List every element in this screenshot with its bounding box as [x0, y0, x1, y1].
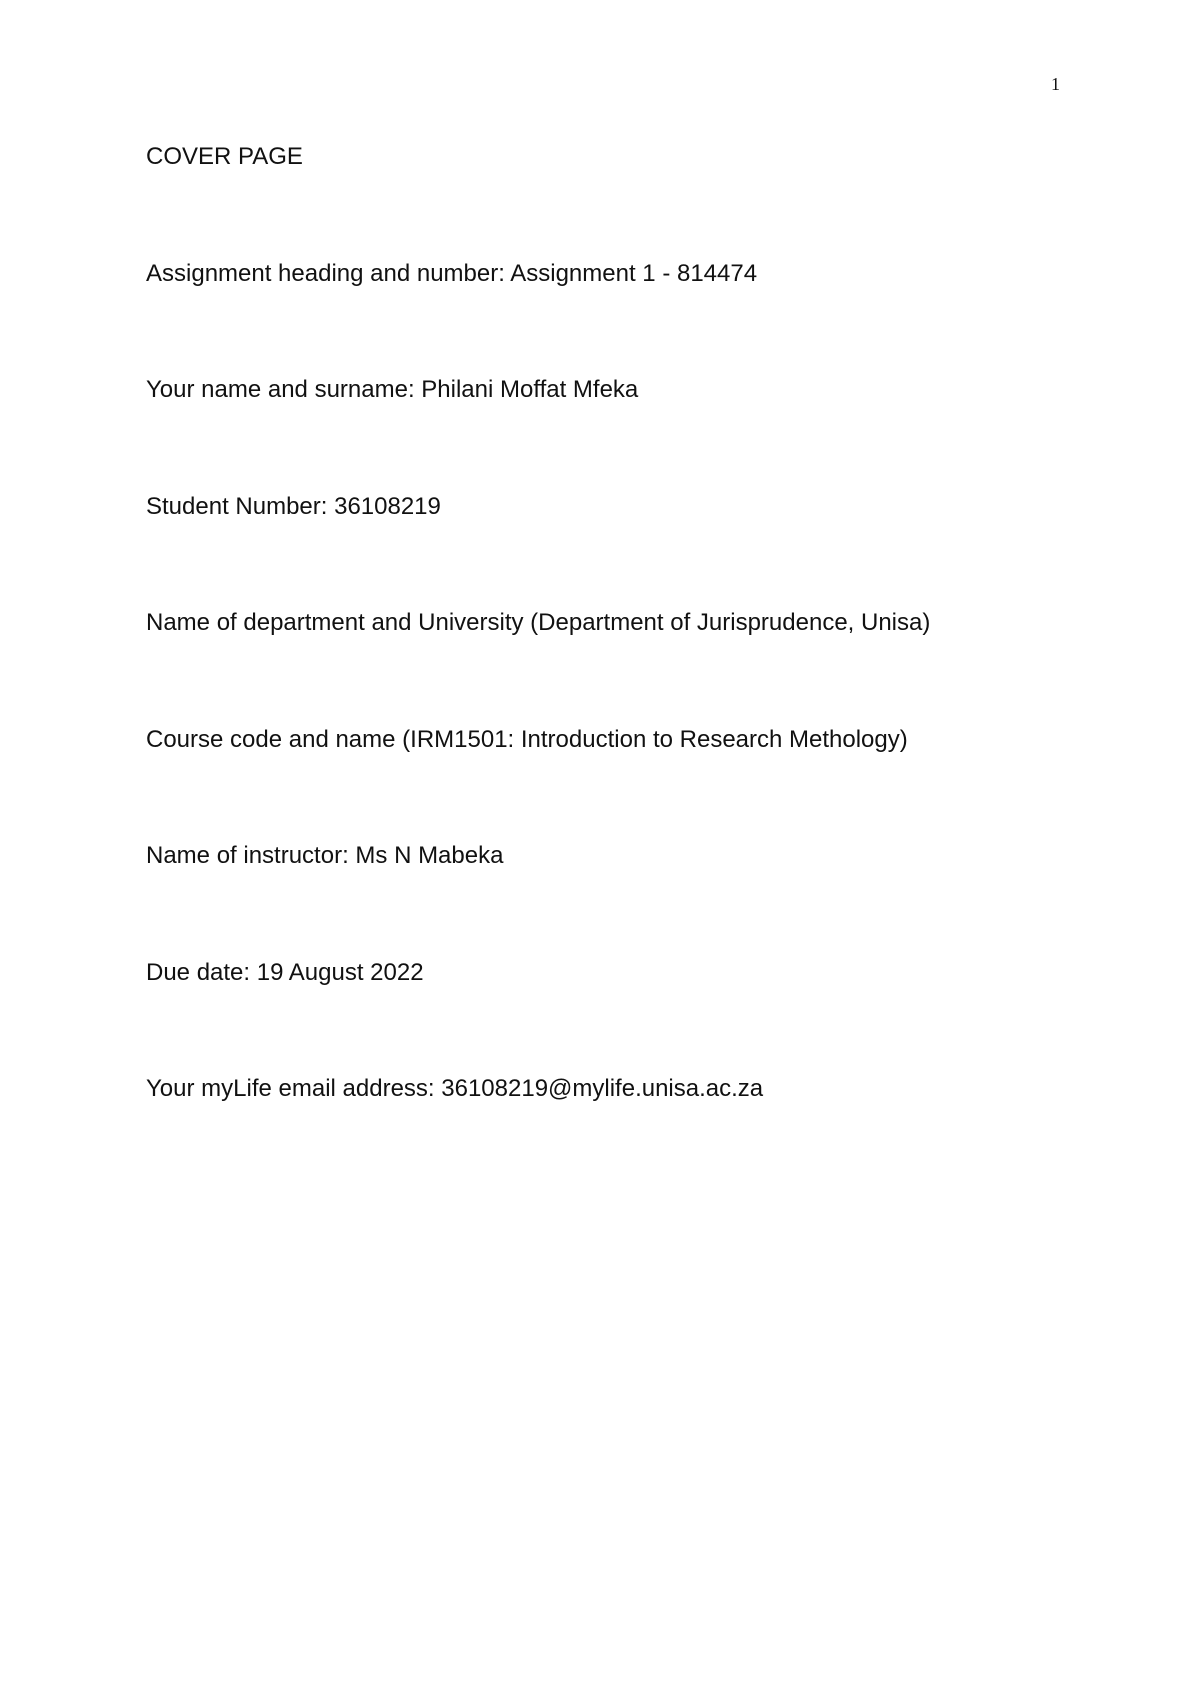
course-code-line: Course code and name (IRM1501: Introduction to Research Methology) — [146, 725, 908, 753]
page-number: 1 — [1051, 74, 1060, 94]
due-date-line: Due date: 19 August 2022 — [146, 958, 424, 986]
student-name-line: Your name and surname: Philani Moffat Mfeka — [146, 376, 639, 403]
assignment-heading-line: Assignment heading and number: Assignment 1 - 814474 — [146, 259, 758, 287]
student-number-line: Student Number: 36108219 — [146, 492, 441, 520]
instructor-line: Name of instructor: Ms N Mabeka — [146, 842, 504, 869]
email-address-line: Your myLife email address: 36108219@mylife.unisa.ac.za — [146, 1075, 764, 1102]
department-university-line: Name of department and University (Department of Jurisprudence, Unisa) — [146, 609, 931, 636]
cover-page-title: COVER PAGE — [146, 143, 303, 170]
cover-page-content — [146, 143, 1086, 1103]
